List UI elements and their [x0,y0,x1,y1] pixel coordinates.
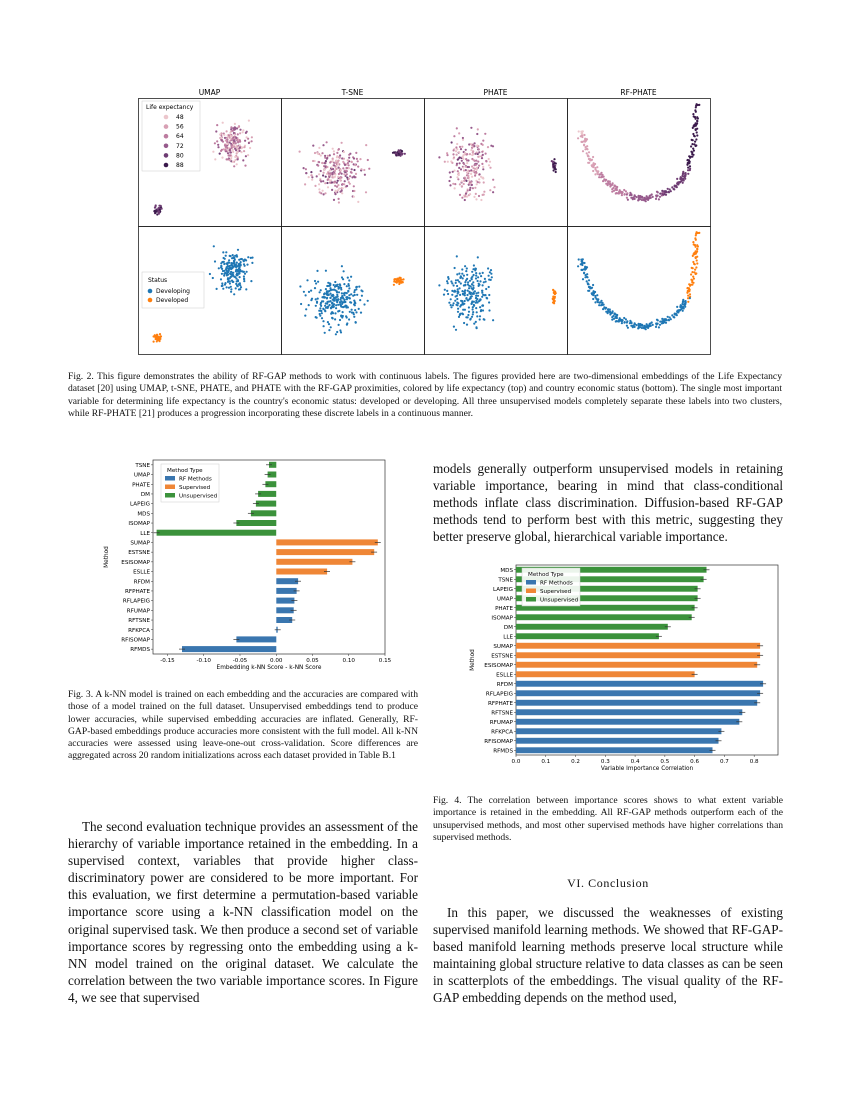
x-tick-label: 0.00 [270,658,283,664]
legend-entry: 56 [176,123,184,131]
category-label: ESISOMAP [121,559,150,566]
bar-rfumap [516,719,739,725]
x-tick-label: -0.10 [196,658,211,664]
category-label: UMAP [133,472,150,479]
legend-entry: 80 [176,152,184,160]
x-tick-label: 0.1 [541,759,551,765]
category-label: RFKPCA [491,729,513,736]
figure-3-knn-chart [98,455,398,685]
bar-dm [516,624,668,630]
bar-rfdm [516,681,763,687]
category-label: ESTSNE [128,550,150,557]
category-label: DM [503,624,513,631]
category-label: ESISOMAP [484,662,513,669]
y-axis-label: Method [104,546,110,568]
legend-entry: Unsupervised [179,493,218,500]
bar-rfkpca [516,728,721,734]
bar-lle [157,530,277,536]
category-label: LAPEIG [493,586,513,593]
category-label: TSNE [135,462,150,469]
category-label: RFTSNE [128,618,150,625]
bar-eslle [516,671,695,677]
category-label: RFPHATE [487,700,513,707]
category-label: PHATE [495,605,513,612]
legend-entry: Supervised [179,485,211,491]
panel-title-umap: UMAP [198,88,221,97]
bar-mds [251,510,276,516]
legend-title: Method Type [528,572,564,578]
bar-lle [516,633,659,639]
x-tick-label: 0.5 [660,759,670,765]
scatter-panel-life-3 [568,99,711,227]
category-label: RFISOMAP [484,738,513,745]
category-label: RFPHATE [124,588,150,595]
legend-title: Status [148,277,168,284]
x-tick-label: 0.2 [571,759,580,765]
category-label: LLE [140,530,150,537]
category-label: RFDM [133,579,150,586]
legend-entry: 64 [176,133,184,141]
bar-rftsne [516,709,742,715]
scatter-panel-life-1 [282,99,425,227]
legend-entry: 88 [176,162,184,169]
category-label: LAPEIG [130,501,150,508]
category-label: SUMAP [493,643,513,650]
bar-eslle [276,569,327,575]
bar-esisomap [276,559,352,565]
figure-4-caption: Fig. 4. The correlation between importance scores shows to what extent variable importance is retained in the embedding. All RF-GAP methods outperform each of the unsupervised methods, and most other supervised methods have higher correlations than supervised methods. [433,795,783,843]
legend-status [142,272,204,308]
section-heading-conclusion: VI. Conclusion [567,876,649,890]
bar-isomap [516,614,692,620]
bar-rfdm [276,578,298,584]
scatter-panel-status-2 [425,227,568,355]
x-tick-label: -0.05 [232,658,248,664]
category-label: ISOMAP [491,615,513,622]
bar-esisomap [516,662,757,668]
category-label: RFISOMAP [121,637,150,644]
x-tick-label: 0.8 [749,759,759,765]
bar-estsne [516,652,760,658]
legend-entry: 72 [176,142,184,150]
legend-life-expectancy [142,101,200,171]
category-label: ESLLE [496,672,513,679]
x-tick-label: 0.3 [600,759,610,765]
category-label: DM [140,491,150,498]
category-label: RFKPCA [128,627,150,634]
figure-2-embeddings [138,86,712,362]
bar-sumap [516,643,760,649]
bar-rfmds [182,646,276,652]
figure-4-correlation-chart [462,560,782,778]
legend-entry: 48 [176,114,184,121]
category-label: RFMDS [493,748,513,755]
bar-estsne [276,549,374,555]
legend-entry: Developing [156,288,190,295]
x-axis-label: Variable Importance Correlation [600,766,694,772]
legend [522,568,580,606]
x-tick-label: 0.4 [630,759,640,765]
figure-2-caption: Fig. 2. This figure demonstrates the ability of RF-GAP methods to work with continuous labels. The figures provided here are two-dimensional embeddings of the Life Expectancy dataset [20] using UMAP, t-SNE, PHATE, and PHATE with the RF-GAP proximities, colored by life expectancy (top) and country economic status (bottom). The single most important variable for determining life expectancy is the country's economic status: developed or developing. All three unsupervised models completely separate these labels into two clusters, while RF-PHATE [21] produces a progression incorporating these discrete labels in a continuous manner. [68,371,782,419]
category-label: RFTSNE [491,710,513,717]
legend-entry: RF Methods [179,476,212,483]
x-axis-label: Embedding k-NN Score - k-NN Score [216,665,322,671]
category-label: ESTSNE [491,653,513,660]
bar-rfisomap [236,636,276,642]
panel-title-phate: PHATE [483,88,508,97]
scatter-panel-life-2 [425,99,568,227]
conclusion-paragraph: In this paper, we discussed the weaknesses of existing supervised manifold learning methods. We showed that RF-GAP-based manifold learning methods preserve local structure while maintaining global structure relative to data classes as can be seen in scatterplots of the embeddings. The visual quality of the RF-GAP embedding depends on the method used, [433,905,783,1006]
legend [161,464,219,502]
scatter-panel-status-3 [568,227,711,355]
category-label: MDS [500,567,513,574]
category-label: SUMAP [130,540,150,547]
category-label: RFLAPEIG [122,598,150,605]
legend-entry: Unsupervised [540,597,579,604]
x-tick-label: 0.6 [690,759,700,765]
category-label: MDS [137,511,150,518]
category-label: RFUMAP [126,608,150,615]
legend-entry: Supervised [540,589,572,595]
panel-title-t-sne: T-SNE [341,88,364,97]
figure-3-caption: Fig. 3. A k-NN model is trained on each embedding and the accuracies are compared with those of a model trained on the full dataset. Unsupervised embeddings tend to produce lower accuracies, while supervised embedding accuracies are inflated. Generally, RF-GAP-based embeddings produce accuracies more consistent with the full model. All k-NN accuracies were assessed using leave-one-out cross-validation. Score differences are aggregated across 20 random initializations across each dataset provided in Table B.1 [68,689,418,762]
category-label: PHATE [132,482,150,489]
category-label: ESLLE [133,569,150,576]
x-tick-label: 0.05 [306,658,319,664]
x-tick-label: -0.15 [160,658,175,664]
scatter-panel-status-1 [282,227,425,355]
category-label: RFDM [496,681,513,688]
panel-title-rf-phate: RF-PHATE [620,88,657,97]
legend-entry: RF Methods [540,580,573,587]
category-label: ISOMAP [128,521,150,528]
x-tick-label: 0.0 [511,759,521,765]
category-label: RFUMAP [489,719,513,726]
bar-isomap [236,520,276,526]
bar-rflapeig [516,690,760,696]
legend-entry: Developed [156,297,189,304]
category-label: TSNE [498,577,513,584]
legend-title: Life expectancy [146,104,194,111]
category-label: RFLAPEIG [485,691,513,698]
x-tick-label: 0.7 [719,759,729,765]
x-tick-label: 0.10 [342,658,355,664]
left-column-paragraph: The second evaluation technique provides an assessment of the hierarchy of variable importance retained in the embedding. In a supervised context, variables that provide higher class-discriminatory power are considered to be more important. For this evaluation, we first determine a permutation-based variable importance score using a k-NN classification model on the original supervised task. We then produce a second set of variable importance scores by regressing onto the embedding using a k-NN model trained on the original dataset. We calculate the correlation between the two variable importance scores. In Figure 4, we see that supervised [68,819,418,1005]
bar-rfisomap [516,738,719,744]
legend-title: Method Type [167,468,203,474]
bar-rfphate [516,700,757,706]
bar-sumap [276,539,378,545]
category-label: RFMDS [130,647,150,654]
bar-lapeig [256,501,276,507]
bar-rfphate [276,588,296,594]
x-tick-label: 0.15 [378,658,392,664]
bar-rfmds [516,747,713,753]
category-label: UMAP [496,596,513,603]
category-label: LLE [503,634,513,641]
y-axis-label: Method [470,649,476,671]
right-column-paragraph: models generally outperform unsupervised models in retaining variable importance, bearing in mind that class-conditional methods inflate class discrimination. Diffusion-based RF-GAP methods tend to perform best with this metric, suggesting they better preserve global, hierarchical variable importance. [433,461,783,545]
